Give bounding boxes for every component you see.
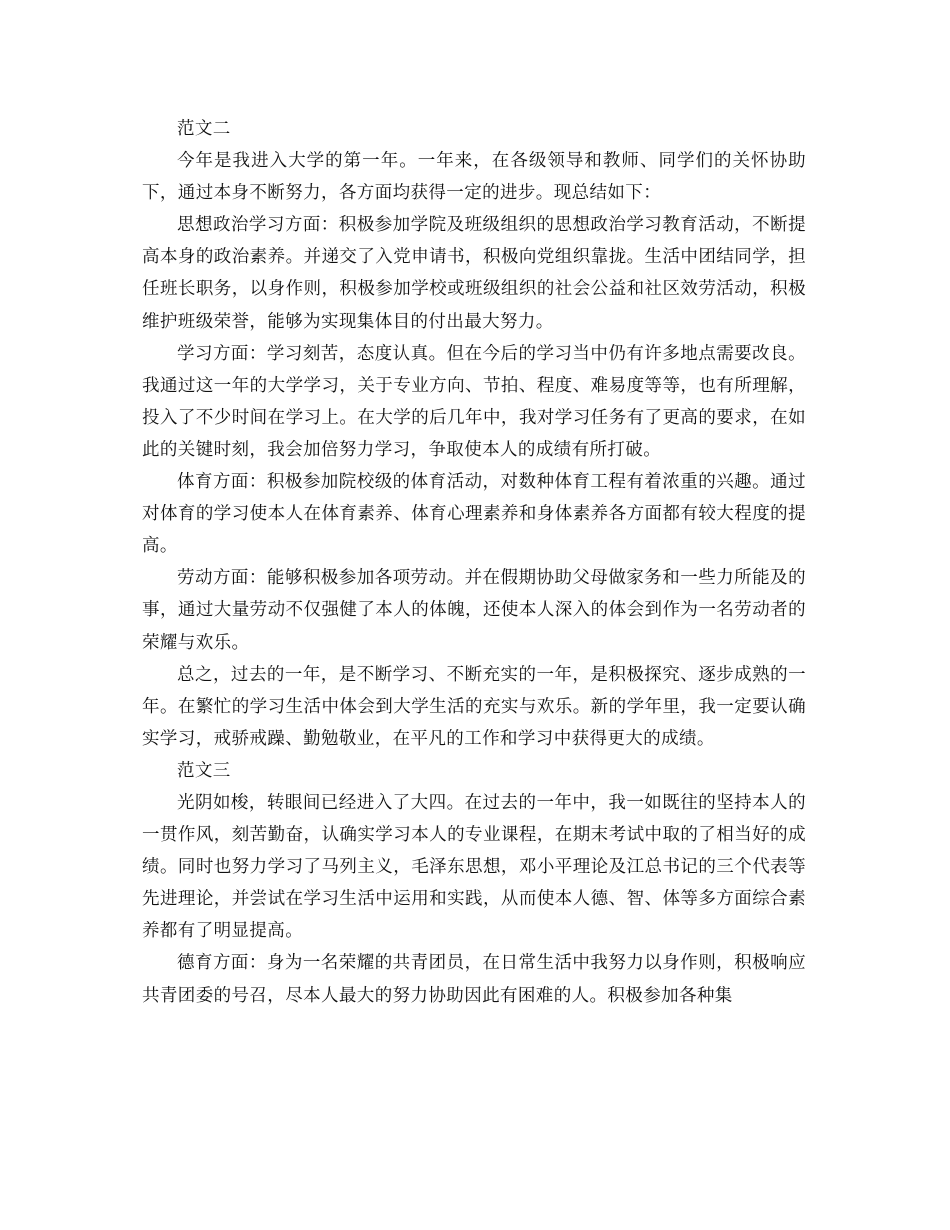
paragraph-intro: 今年是我进入大学的第一年。一年来，在各级领导和教师、同学们的关怀协助下，通过本身不断努力，各方面均获得一定的进步。现总结如下： xyxy=(142,151,806,204)
document-page xyxy=(142,113,806,1012)
section-heading-fanwen-2: 范文二 xyxy=(177,119,231,139)
paragraph-politics: 思想政治学习方面：积极参加学院及班级组织的思想政治学习教育活动，不断提高本身的政治素养。并递交了入党申请书，积极向党组织靠拢。生活中团结同学，担任班长职务，以身作则，积极参加学校或班级组织的社会公益和社区效劳活动，积极维护班级荣誉，能够为实现集体目的付出最大努力。 xyxy=(142,215,806,332)
paragraph-moral: 德育方面：身为一名荣耀的共青团员，在日常生活中我努力以身作则，积极响应共青团委的号召，尽本人最大的努力协助因此有困难的人。积极参加各种集 xyxy=(142,953,806,1006)
paragraph-sports: 体育方面：积极参加院校级的体育活动，对数种体育工程有着浓重的兴趣。通过对体育的学习使本人在体育素养、体育心理素养和身体素养各方面都有较大程度的提高。 xyxy=(142,472,806,557)
paragraph-labor: 劳动方面：能够积极参加各项劳动。并在假期协助父母做家务和一些力所能及的事，通过大量劳动不仅强健了本人的体魄，还使本人深入的体会到作为一名劳动者的荣耀与欢乐。 xyxy=(142,568,806,653)
section-heading-fanwen-3: 范文三 xyxy=(177,760,231,781)
paragraph-senior-year: 光阴如梭，转眼间已经进入了大四。在过去的一年中，我一如既往的坚持本人的一贯作风，刻苦勤奋，认确实学习本人的专业课程，在期末考试中取的了相当好的成绩。同时也努力学习了马列主义，毛泽东思想，邓小平理论及江总书记的三个代表等先进理论，并尝试在学习生活中运用和实践，从而使本人德、智、体等多方面综合素养都有了明显提高。 xyxy=(142,792,806,942)
paragraph-summary: 总之，过去的一年，是不断学习、不断充实的一年，是积极探究、逐步成熟的一年。在繁忙的学习生活中体会到大学生活的充实与欢乐。新的学年里，我一定要认确实学习，戒骄戒躁、勤勉敬业，在平凡的工作和学习中获得更大的成绩。 xyxy=(142,664,806,749)
paragraph-study: 学习方面：学习刻苦，态度认真。但在今后的学习当中仍有许多地点需要改良。我通过这一年的大学学习，关于专业方向、节拍、程度、难易度等等，也有所理解，投入了不少时间在学习上。在大学的后几年中，我对学习任务有了更高的要求，在如此的关键时刻，我会加倍努力学习，争取使本人的成绩有所打破。 xyxy=(142,343,806,460)
